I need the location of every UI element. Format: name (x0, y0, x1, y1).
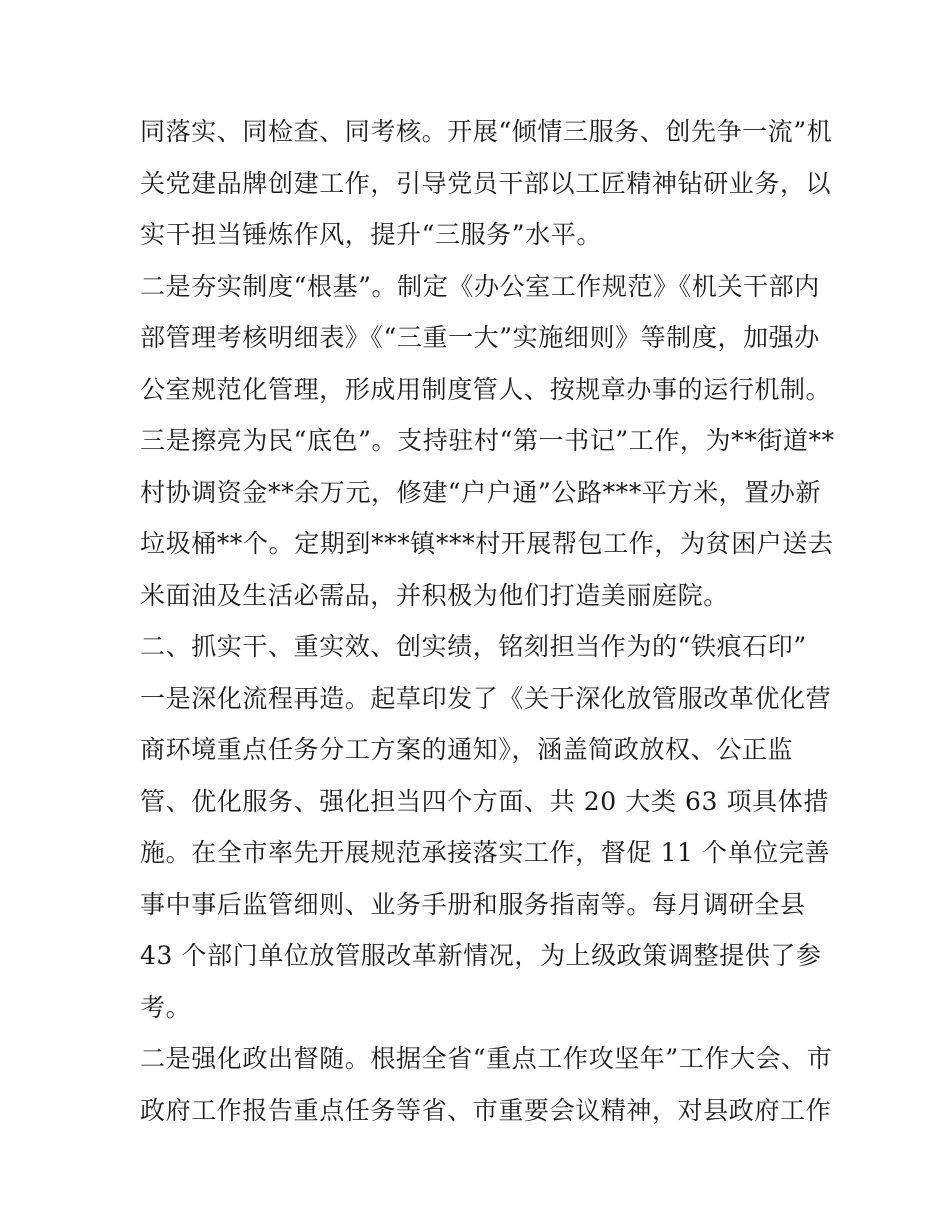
text-line: 村协调资金**余万元，修建“户户通”公路***平方米，置办新 (140, 477, 822, 507)
text-line: 垃圾桶**个。定期到***镇***村开展帮包工作，为贫困户送去 (140, 529, 834, 558)
text-line: 米面油及生活必需品，并积极为他们打造美丽庭院。 (140, 580, 729, 610)
text-line: 事中事后监管细则、业务手册和服务指南等。每月调研全县 (140, 889, 806, 919)
text-line: 同落实、同检查、同考核。开展“倾情三服务、创先争一流”机 (140, 117, 833, 146)
text-line: 三是擦亮为民“底色”。支持驻村“第一书记”工作，为**街道** (140, 426, 835, 455)
text-line: 43 个部门单位放管服改革新情况，为上级政策调整提供了参 (140, 941, 822, 970)
text-line: 二是强化政出督随。根据全省“重点工作攻坚年”工作大会、市 (140, 1044, 833, 1073)
section-heading: 二、抓实干、重实效、创实绩，铭刻担当作为的“铁痕石印” (140, 632, 807, 661)
text-line: 二是夯实制度“根基”。制定《办公室工作规范》《机关干部内 (140, 271, 820, 301)
text-line: 关党建品牌创建工作，引导党员干部以工匠精神钻研业务，以 (140, 168, 832, 198)
text-line: 施。在全市率先开展规范承接落实工作，督促 11 个单位完善 (140, 838, 831, 867)
text-line: 实干担当锤炼作风，提升“三服务”水平。 (140, 220, 602, 249)
document-body (140, 106, 835, 1136)
text-line: 公室规范化管理，形成用制度管人、按规章办事的运行机制。 (140, 374, 832, 404)
text-line: 考。 (140, 992, 192, 1022)
text-line: 管、优化服务、强化担当四个方面、共 20 大类 63 项具体措 (140, 786, 830, 816)
text-line: 一是深化流程再造。起草印发了《关于深化放管服改革优化营 (140, 683, 832, 713)
text-line: 部管理考核明细表》《“三重一大”实施细则》等制度，加强办 (140, 323, 820, 352)
text-line: 政府工作报告重点任务等省、市重要会议精神，对县政府工作 (140, 1095, 832, 1125)
text-line: 商环境重点任务分工方案的通知》，涵盖简政放权、公正监 (140, 735, 794, 764)
